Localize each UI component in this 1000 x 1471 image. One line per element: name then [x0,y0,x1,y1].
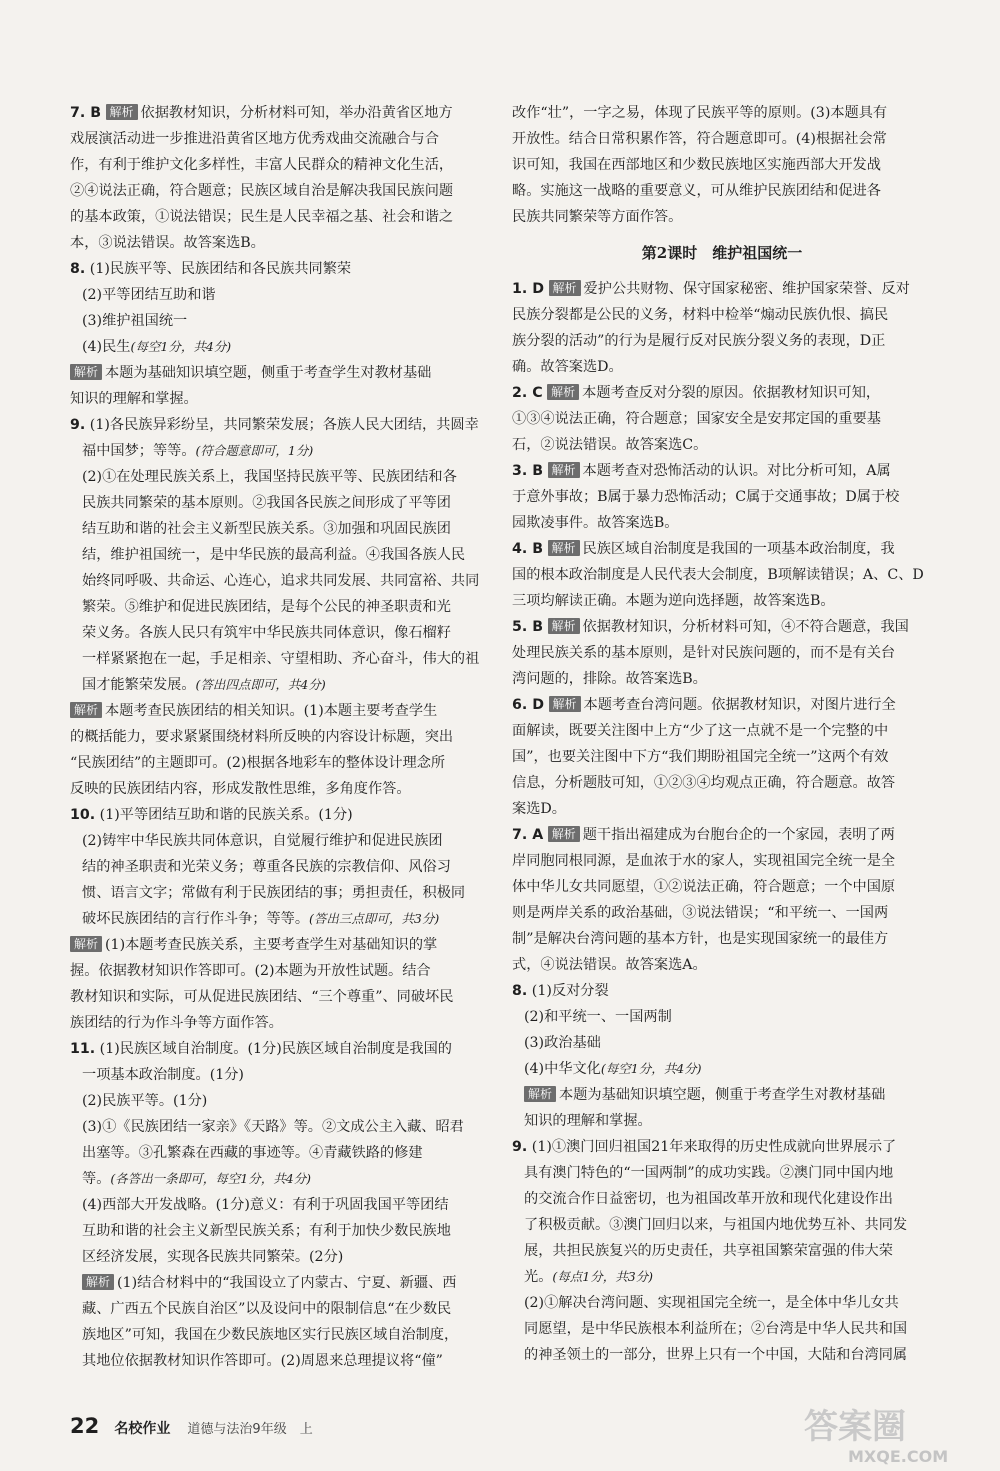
page-number: 22 [70,1414,100,1438]
line-text: 藏、广西五个民族自治区”以及设问中的限制信息“在少数民 [82,1301,452,1317]
line-text: 依据教材知识，分析材料可知，④不符合题意，我国 [582,619,909,635]
text-line [70,516,494,542]
line-text: 戏展演活动进一步推进沿黄省区地方优秀戏曲交流融合与合 [70,131,439,147]
line-text: 依据教材知识，分析材料可知，举办沿黄省区地方 [140,105,453,121]
line-text: 族分裂的活动”的行为是履行反对民族分裂义务的表现，D正 [512,333,886,349]
text-line [70,672,494,698]
line-text: 国才能繁荣发展。 [82,677,196,693]
line-text: 一项基本政治制度。(1分) [82,1067,244,1083]
text-line [70,204,494,230]
text-line [512,406,932,432]
text-line [70,1296,494,1322]
line-text: (1)结合材料中的“我国设立了内蒙古、宁夏、新疆、西 [117,1275,457,1291]
text-line [512,328,932,354]
page-footer [70,1414,313,1438]
line-text: 的概括能力，要求紧紧围绕材料所反映的内容设计标题，突出 [70,729,454,745]
line-text: 民族分裂都是公民的义务，材料中检举“煽动民族仇恨、搞民 [512,307,889,323]
text-line [70,828,494,854]
question-number: 7. B [70,105,102,121]
line-text: (1)①澳门回归祖国21年来取得的历史性成就向世界展示了 [531,1139,897,1155]
line-text: 改作“壮”，一字之易，体现了民族平等的原则。(3)本题具有 [512,105,888,121]
watermark-logo [800,1400,985,1466]
line-text: (3)①《民族团结一家亲》《天路》等。②文成公主入藏、昭君 [82,1119,464,1135]
line-text: 荣义务。各族人民只有筑牢中华民族共同体意识，像石榴籽 [82,625,451,641]
analysis-tag: 解析 [549,280,581,296]
line-text: (1)各民族异彩纷呈，共同繁荣发展；各族人民大团结，共圆幸 [89,417,479,433]
line-text: 破坏民族团结的言行作斗争；等等。 [82,911,310,927]
line-text: 处理民族关系的基本原则，是针对民族问题的，而不是有关台 [512,645,896,661]
left-column [70,100,494,1374]
line-text: 民族区域自治制度是我国的一项基本政治制度，我 [582,541,895,557]
line-text: 确。故答案选D。 [512,359,623,375]
line-text: 识可知，我国在西部地区和少数民族地区实施西部大开发战 [512,157,881,173]
line-text: 本，③说法错误。故答案选B。 [70,235,265,251]
text-line [70,1036,494,1062]
question-number: 9. [512,1139,528,1155]
text-line [512,822,932,848]
score-note: (答出四点即可，共4分) [195,677,326,692]
question-number: 3. B [512,463,544,479]
line-text: 则是两岸关系的政治基础，③说法错误；“和平统一、一国两 [512,905,889,921]
line-text: (1)民族平等、民族团结和各民族共同繁荣 [89,261,352,277]
text-line [70,178,494,204]
text-line [70,230,494,256]
line-text: “民族团结”的主题即可。(2)根据各地彩车的整体设计理念所 [70,755,446,771]
text-line [70,646,494,672]
text-line [512,926,932,952]
text-line [512,276,932,302]
line-text: 反映的民族团结内容，形成发散性思维，多角度作答。 [70,781,411,797]
text-line [70,126,494,152]
text-line [512,874,932,900]
line-text: 出塞等。③孔繁森在西藏的事迹等。④青藏铁路的修建 [82,1145,423,1161]
text-line [512,484,932,510]
text-line [512,796,932,822]
line-text: (4)民生 [82,339,131,355]
text-line [512,640,932,666]
analysis-tag: 解析 [106,104,138,120]
line-text: 的交流合作日益密切，也为祖国改革开放和现代化建设作出 [524,1191,893,1207]
text-line [70,698,494,724]
question-number: 6. D [512,697,544,713]
text-line [512,1316,932,1342]
text-line [512,380,932,406]
line-text: (3)维护祖国统一 [82,313,188,329]
text-line [70,282,494,308]
text-line [512,100,932,126]
text-line [70,100,494,126]
line-text: (4)中华文化 [524,1061,601,1077]
line-text: (2)和平统一、一国两制 [524,1009,672,1025]
text-line [70,1010,494,1036]
text-line [70,620,494,646]
text-line [512,1212,932,1238]
line-text: 惯、语言文字；常做有利于民族团结的事；勇担责任，积极同 [82,885,466,901]
line-text: 式，④说法错误。故答案选A。 [512,957,707,973]
text-line [512,1108,932,1134]
question-number: 9. [70,417,86,433]
right-column-continuation [512,100,932,230]
text-line [70,1270,494,1296]
line-text: 信息，分析题肢可知，①②③④均观点正确，符合题意。故答 [512,775,896,791]
text-line [70,1218,494,1244]
text-line [70,256,494,282]
line-text: 本题考查反对分裂的原因。依据教材知识可知， [582,385,881,401]
text-line [70,490,494,516]
watermark-url: MXQE.COM [848,1447,949,1466]
line-text: (3)政治基础 [524,1035,601,1051]
subject-label: 道德与法治9年级 上 [187,1422,313,1437]
text-line [70,724,494,750]
text-line [70,568,494,594]
line-text: 制”是解决台湾问题的基本方针，也是实现国家统一的最佳方 [512,931,889,947]
text-line [512,1290,932,1316]
line-text: (2)民族平等。(1分) [82,1093,208,1109]
analysis-tag: 解析 [70,936,102,952]
right-column [512,100,932,1368]
question-number: 5. B [512,619,544,635]
line-text: 略。实施这一战略的重要意义，可从维护民族团结和促进各 [512,183,881,199]
text-line [70,334,494,360]
text-line [512,614,932,640]
line-text: 具有澳门特色的“一国两制”的成功实践。②澳门同中国内地 [524,1165,894,1181]
text-line [70,1244,494,1270]
analysis-tag: 解析 [549,696,581,712]
text-line [512,1186,932,1212]
text-line [512,978,932,1004]
text-line [512,1030,932,1056]
score-note: (答出三点即可，共3分) [309,911,440,926]
text-line [512,1004,932,1030]
line-text: ②④说法正确，符合题意；民族区域自治是解决我国民族问题 [70,183,454,199]
line-text: 本题考查台湾问题。依据教材知识，对图片进行全 [583,697,896,713]
text-line [512,204,932,230]
line-text: (1)反对分裂 [531,983,609,999]
analysis-tag: 解析 [548,826,580,842]
line-text: 等。 [82,1171,111,1187]
line-text: 的基本政策，①说法错误；民生是人民幸福之基、社会和谐之 [70,209,454,225]
text-line [512,536,932,562]
text-line [512,1160,932,1186]
line-text: 开放性。结合日常积累作答，符合题意即可。(4)根据社会常 [512,131,887,147]
line-text: 本题为基础知识填空题，侧重于考查学生对教材基础 [559,1087,886,1103]
question-number: 8. [70,261,86,277]
question-number: 8. [512,983,528,999]
text-line [512,952,932,978]
text-line [512,1056,932,1082]
line-text: 其地位依据教材知识作答即可。(2)周恩来总理提议将“僮” [82,1353,443,1369]
line-text: 题干指出福建成为台胞台企的一个家园，表明了两 [582,827,895,843]
text-line [512,152,932,178]
text-line [512,510,932,536]
line-text: 三项均解读正确。本题为逆向选择题，故答案选B。 [512,593,835,609]
text-line [512,354,932,380]
text-line [512,432,932,458]
line-text: 繁荣。⑤维护和促进民族团结，是每个公民的神圣职责和光 [82,599,451,615]
question-number: 7. A [512,827,544,843]
text-line [70,776,494,802]
line-text: 体中华儿女共同愿望，①②说法正确，符合题意；一个中国原 [512,879,896,895]
line-text: 光。 [524,1269,553,1285]
line-text: 同愿望，是中华民族根本利益所在；②台湾是中华人民共和国 [524,1321,908,1337]
text-line [512,1082,932,1108]
analysis-tag: 解析 [548,618,580,634]
line-text: 作，有利于维护文化多样性，丰富人民群众的精神文化生活， [70,157,454,173]
score-note: (每点1分，共3分) [552,1269,654,1284]
text-line [70,1088,494,1114]
line-text: 结，维护祖国统一，是中华民族的最高利益。④我国各族人民 [82,547,466,563]
line-text: 园欺凌事件。故答案选B。 [512,515,679,531]
text-line [70,386,494,412]
line-text: 石，②说法错误。故答案选C。 [512,437,708,453]
line-text: 知识的理解和掌握。 [70,391,198,407]
text-line [70,152,494,178]
text-line [70,1348,494,1374]
text-line [70,360,494,386]
line-text: 族地区”可知，我国在少数民族地区实行民族区域自治制度， [82,1327,459,1343]
score-note: (符合题意即可，1分) [195,443,314,458]
text-line [70,750,494,776]
line-text: 握。依据教材知识作答即可。(2)本题为开放性试题。结合 [70,963,431,979]
score-note: (各答出一条即可，每空1分，共4分) [110,1171,312,1186]
text-line [512,718,932,744]
watermark-text: 答案圈 [804,1407,906,1447]
line-text: 结互助和谐的社会主义新型民族关系。③加强和巩固民族团 [82,521,451,537]
analysis-tag: 解析 [548,462,580,478]
text-line [70,542,494,568]
text-line [512,458,932,484]
text-line [70,1140,494,1166]
text-line [512,1134,932,1160]
text-line [70,1192,494,1218]
line-text: 民族共同繁荣的基本原则。②我国各民族之间形成了平等团 [82,495,451,511]
analysis-tag: 解析 [82,1274,114,1290]
line-text: (4)西部大开发战略。(1分)意义：有利于巩固我国平等团结 [82,1197,449,1213]
text-line [512,588,932,614]
line-text: 知识的理解和掌握。 [524,1113,652,1129]
line-text: ①③④说法正确，符合题意；国家安全是安邦定国的重要基 [512,411,881,427]
line-text: 本题为基础知识填空题，侧重于考查学生对教材基础 [105,365,432,381]
analysis-tag: 解析 [524,1086,556,1102]
text-line [70,308,494,334]
text-line [70,802,494,828]
text-line [70,880,494,906]
line-text: (1)本题考查民族关系，主要考查学生对基础知识的掌 [105,937,438,953]
line-text: (2)平等团结互助和谐 [82,287,216,303]
line-text: (1)民族区域自治制度。(1分)民族区域自治制度是我国的 [99,1041,452,1057]
line-text: 国”，也要关注图中下方“我们期盼祖国完全统一”这两个有效 [512,749,889,765]
right-column-answers [512,276,932,1368]
question-number: 1. D [512,281,544,297]
analysis-tag: 解析 [70,364,102,380]
line-text: 互助和谐的社会主义新型民族关系；有利于加快少数民族地 [82,1223,451,1239]
line-text: 爱护公共财物、保守国家秘密、维护国家荣誉、反对 [583,281,910,297]
line-text: (2)①解决台湾问题、实现祖国完全统一，是全体中华儿女共 [524,1295,899,1311]
line-text: 面解读，既要关注图中上方“少了这一点就不是一个完整的中 [512,723,889,739]
brand-label: 名校作业 [114,1421,171,1437]
question-number: 4. B [512,541,544,557]
line-text: 一样紧紧抱在一起，手足相亲、守望相助、齐心奋斗，伟大的祖 [82,651,480,667]
text-line [512,692,932,718]
line-text: 本题考查对恐怖活动的认识。对比分析可知，A属 [582,463,891,479]
text-line [512,900,932,926]
line-text: 的神圣领土的一部分，世界上只有一个中国，大陆和台湾同属 [524,1347,908,1363]
text-line [70,1322,494,1348]
line-text: (1)平等团结互助和谐的民族关系。(1分) [99,807,353,823]
text-line [70,906,494,932]
text-line [512,302,932,328]
text-line [512,1264,932,1290]
line-text: 国的根本政治制度是人民代表大会制度，B项解读错误；A、C、D [512,567,924,583]
line-text: (2)铸牢中华民族共同体意识，自觉履行维护和促进民族团 [82,833,443,849]
text-line [70,1114,494,1140]
text-line [512,770,932,796]
line-text: (2)①在处理民族关系上，我国坚持民族平等、民族团结和各 [82,469,457,485]
line-text: 区经济发展，实现各民族共同繁荣。(2分) [82,1249,344,1265]
score-note: (每空1分，共4分) [130,339,232,354]
text-line [70,438,494,464]
question-number: 11. [70,1041,96,1057]
line-text: 族团结的行为作斗争等方面作答。 [70,1015,283,1031]
text-line [512,1238,932,1264]
text-line [70,932,494,958]
text-line [70,958,494,984]
analysis-tag: 解析 [70,702,102,718]
line-text: 结的神圣职责和光荣义务；尊重各民族的宗教信仰、风俗习 [82,859,451,875]
question-number: 10. [70,807,96,823]
text-line [70,984,494,1010]
line-text: 了积极贡献。③澳门回归以来，与祖国内地优势互补、共同发 [524,1217,908,1233]
line-text: 于意外事故；B属于暴力恐怖活动；C属于交通事故；D属于校 [512,489,900,505]
text-line [70,594,494,620]
text-line [512,178,932,204]
analysis-tag: 解析 [548,540,580,556]
section-title: 第2课时 维护祖国统一 [641,244,803,262]
text-line [512,744,932,770]
text-line [70,1166,494,1192]
text-line [70,464,494,490]
text-line [70,1062,494,1088]
line-text: 本题考查民族团结的相关知识。(1)本题主要考查学生 [105,703,438,719]
line-text: 福中国梦；等等。 [82,443,196,459]
text-line [512,126,932,152]
text-line [70,412,494,438]
line-text: 湾问题的，排除。故答案选B。 [512,671,707,687]
text-line [512,666,932,692]
line-text: 岸同胞同根同源，是血浓于水的家人，实现祖国完全统一是全 [512,853,896,869]
line-text: 案选D。 [512,801,566,817]
score-note: (每空1分，共4分) [600,1061,702,1076]
text-line [512,1342,932,1368]
analysis-tag: 解析 [547,384,579,400]
line-text: 民族共同繁荣等方面作答。 [512,209,683,225]
question-number: 2. C [512,385,543,401]
text-line [512,562,932,588]
line-text: 教材知识和实际，可从促进民族团结、“三个尊重”、同破坏民 [70,989,454,1005]
line-text: 展，共担民族复兴的历史责任，共享祖国繁荣富强的伟大荣 [524,1243,893,1259]
line-text: 始终同呼吸、共命运、心连心，追求共同发展、共同富裕、共同 [82,573,480,589]
text-line [70,854,494,880]
text-line [512,848,932,874]
